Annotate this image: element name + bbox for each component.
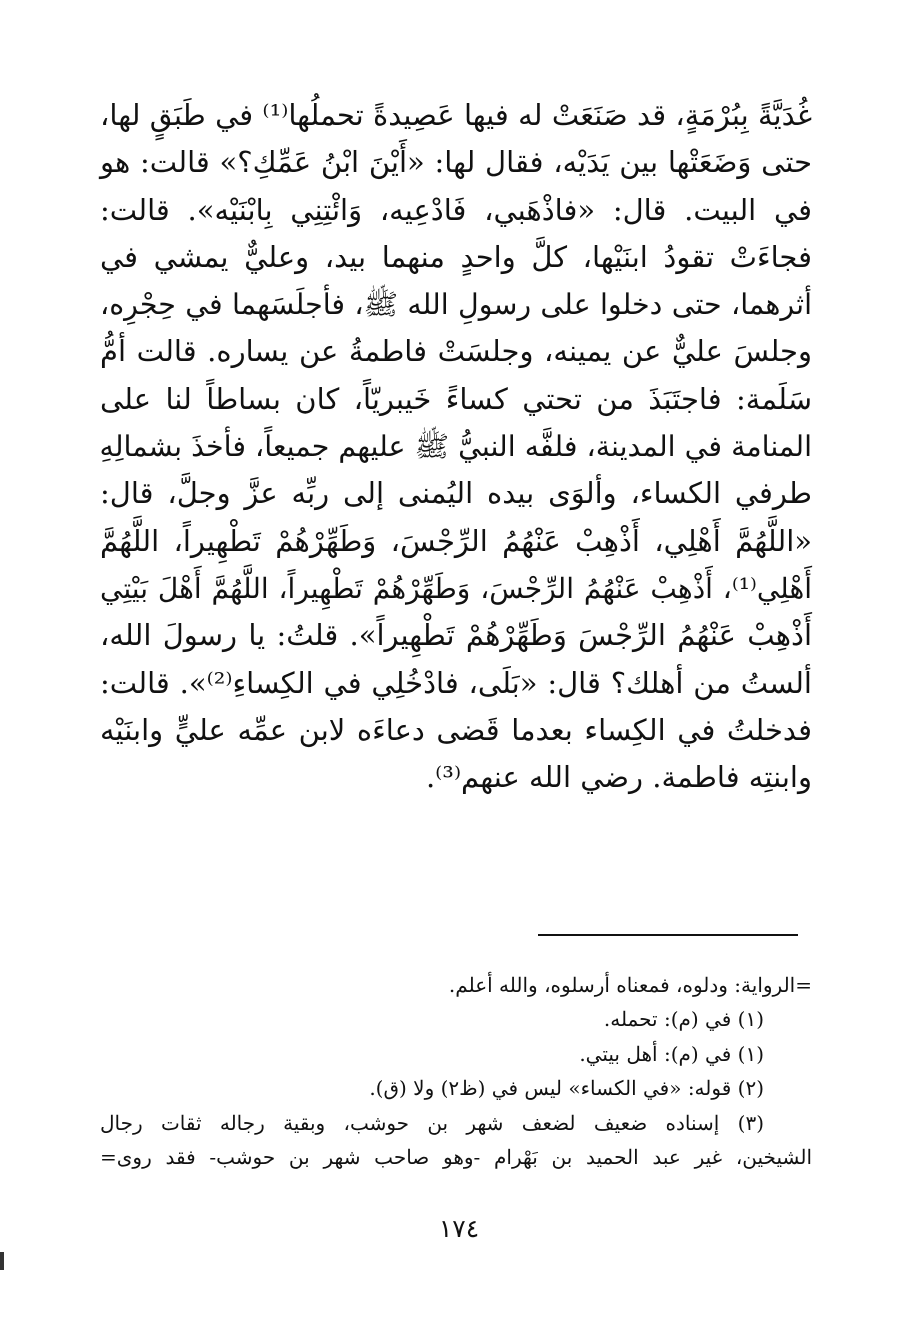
text-line: حتى وَضَعَتْها بين يَدَيْه، فقال لها: «أَيْنَ ابْنُ عَمِّكِ؟» قالت: هو: [100, 145, 813, 180]
footnote-separator: [538, 934, 798, 936]
main-text-block: [100, 92, 812, 801]
text-line: في البيت. قال: «فاذْهَبي، فَادْعِيه، وَائْتِنِي بِابْنَيْه». قالت:: [100, 192, 812, 227]
text-line: ألستُ من أهلك؟ قال: «بَلَى، فادْخُلِي في الكِساءِ⁽²⁾». قالت:: [100, 665, 812, 700]
text-line: وابنتِه فاطمة. رضي الله عنهم⁽³⁾.: [425, 760, 812, 795]
page-number: ١٧٤: [438, 1214, 480, 1243]
text-line: أَهْلِي⁽¹⁾، أَذْهِبْ عَنْهُمُ الرِّجْسَ، وَطَهِّرْهُمْ تَطْهِيراً، اللَّهُمَّ أَهْلَ بَيْتِي: [100, 571, 812, 605]
text-line: غُدَيَّةً بِبُرْمَةٍ، قد صَنَعَتْ له فيها عَصِيدةً تحملُها⁽¹⁾ في طَبَقٍ لها،: [100, 98, 812, 132]
text-line: فجاءَتْ تقودُ ابنَيْها، كلَّ واحدٍ منهما بيد، وعليٌّ يمشي في: [100, 239, 812, 274]
footnote: (٢) قوله: «في الكساء» ليس في (ظ٢) ولا (ق).: [369, 1076, 764, 1101]
footnote-line: الشيخين، غير عبد الحميد بن بَهْرام -وهو صاحب شهر بن حوشب- فقد روى=: [100, 1144, 812, 1169]
footnote: (١) في (م): أهل بيتي.: [579, 1041, 764, 1066]
text-line: سَلَمة: فاجتَبَذَ من تحتي كساءً خَيبريّاً، كان بساطاً لنا على: [100, 381, 812, 416]
text-line: وجلسَ عليٌّ عن يمينه، وجلسَتْ فاطمةُ عن يساره. قالت أمُّ: [100, 334, 812, 369]
footnote: (٣) إسناده ضعيف لضعف شهر بن حوشب، وبقية رجاله ثقات رجال: [100, 1110, 764, 1135]
text-line: أثرهما، حتى دخلوا على رسولِ الله ﷺ، فأجلَسَهما في حِجْرِه،: [100, 288, 812, 322]
footnote-continuation: =الرواية: ودلوه، فمعناه أرسلوه، والله أعلم.: [448, 973, 812, 997]
scan-edge-mark: [0, 1252, 4, 1270]
text-line: «اللَّهُمَّ أَهْلِي، أَذْهِبْ عَنْهُمُ الرِّجْسَ، وَطَهِّرْهُمْ تَطْهِيراً، اللَّهُمَّ: [100, 523, 812, 558]
text-line: طرفي الكساء، وألوَى بيده اليُمنى إلى ربِّه عزَّ وجلَّ، قال:: [100, 476, 813, 511]
footnotes-block: [100, 968, 812, 1174]
text-line: أَذْهِبْ عَنْهُمُ الرِّجْسَ وَطَهِّرْهُمْ تَطْهِيراً». قلتُ: يا رسولَ الله،: [100, 618, 812, 653]
footnote: (١) في (م): تحمله.: [603, 1007, 764, 1032]
text-line: فدخلتُ في الكِساء بعدما قَضى دعاءَه لابن عمِّه عليٍّ وابنَيْه: [100, 712, 812, 747]
text-line: المنامة في المدينة، فلفَّه النبيُّ ﷺ عليهم جميعاً، فأخذَ بشمالِهِ: [99, 430, 812, 464]
